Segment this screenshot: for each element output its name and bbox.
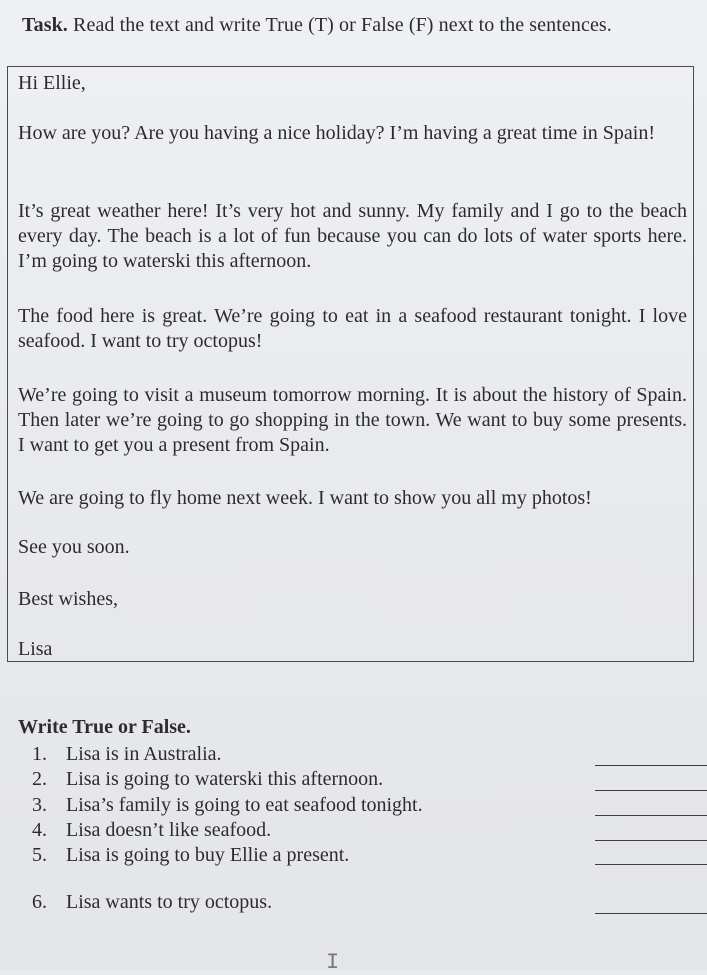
question-4 bbox=[32, 818, 271, 842]
question-number: 5. bbox=[32, 844, 47, 866]
question-text: Lisa’s family is going to eat seafood tonight. bbox=[66, 794, 423, 816]
task-label: Task. bbox=[22, 14, 68, 36]
question-number: 6. bbox=[32, 891, 47, 913]
question-number: 3. bbox=[32, 794, 47, 816]
task-text: Read the text and write True (T) or False (F) next to the sentences. bbox=[67, 14, 612, 36]
letter-box bbox=[7, 66, 694, 662]
questions-title: Write True or False. bbox=[18, 716, 191, 738]
question-number: 1. bbox=[32, 743, 47, 765]
question-6 bbox=[32, 890, 272, 914]
letter-closing-see-you: See you soon. bbox=[18, 536, 130, 558]
answer-line-6[interactable] bbox=[595, 913, 707, 914]
text-cursor-icon: I bbox=[326, 950, 340, 975]
task-instruction bbox=[22, 14, 612, 37]
question-text: Lisa wants to try octopus. bbox=[66, 891, 273, 913]
question-number: 2. bbox=[32, 768, 47, 790]
letter-paragraph-3: The food here is great. We’re going to eat in a seafood restaurant tonight. I love seafood. I want to try octopus! bbox=[18, 305, 687, 352]
answer-line-4[interactable] bbox=[595, 840, 707, 841]
answer-line-1[interactable] bbox=[595, 765, 707, 766]
letter-paragraph-5: We are going to fly home next week. I want to show you all my photos! bbox=[18, 487, 592, 509]
letter-paragraph-4: We’re going to visit a museum tomorrow morning. It is about the history of Spain. Then later we’re going to go shopping in the town. We want to buy some presents. I want to get you a present from Spain. bbox=[18, 384, 687, 456]
question-text: Lisa is going to buy Ellie a present. bbox=[66, 844, 350, 866]
question-1 bbox=[32, 742, 222, 766]
answer-line-5[interactable] bbox=[595, 864, 707, 865]
question-5 bbox=[32, 843, 349, 867]
letter-paragraph-1: How are you? Are you having a nice holiday? I’m having a great time in Spain! bbox=[18, 122, 656, 144]
question-text: Lisa is in Australia. bbox=[66, 743, 222, 765]
letter-signature: Lisa bbox=[18, 638, 53, 660]
question-2 bbox=[32, 767, 383, 791]
question-number: 4. bbox=[32, 819, 47, 841]
answer-line-2[interactable] bbox=[595, 790, 707, 791]
letter-closing-best-wishes: Best wishes, bbox=[18, 588, 118, 610]
answer-line-3[interactable] bbox=[595, 815, 707, 816]
question-text: Lisa is going to waterski this afternoon. bbox=[66, 768, 384, 790]
question-3 bbox=[32, 793, 423, 817]
letter-paragraph-2: It’s great weather here! It’s very hot and sunny. My family and I go to the beach every day. The beach is a lot of fun because you can do lots of water sports here. I’m going to waterski this afternoon. bbox=[18, 200, 687, 272]
letter-greeting: Hi Ellie, bbox=[18, 72, 86, 94]
question-text: Lisa doesn’t like seafood. bbox=[66, 819, 272, 841]
